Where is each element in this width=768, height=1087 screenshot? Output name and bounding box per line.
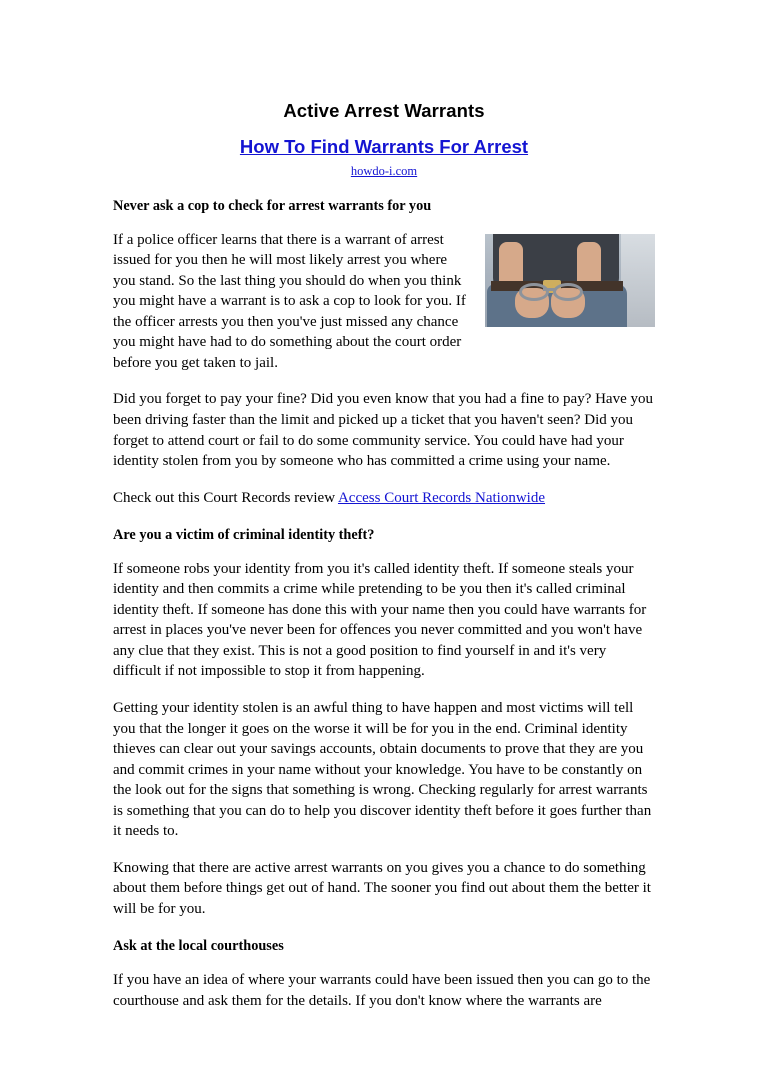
subtitle-link[interactable]: How To Find Warrants For Arrest: [239, 136, 529, 157]
paragraph: If someone robs your identity from you it's called identity theft. If someone steals your identity and then commits a crime while pretending to be you then it's called criminal identity theft. If someone has done this with your name then you could have warrants for arrest in places you've never been for offences you never committed and you won't have any clue that they exist. This is not a good position to find yourself in and it's very difficult if not impossible to stop it from happening.: [113, 560, 647, 680]
court-records-review-line: [113, 488, 655, 509]
source-line: [113, 164, 655, 179]
source-link[interactable]: howdo-i.com: [350, 164, 418, 178]
paragraph: If a police officer learns that there is a warrant of arrest issued for you then he will most likely arrest you where you stand. So the last thing you should do when you think you might have a warrant is to ask a cop to look for you. If the officer arrests you then you've just missed any chance you might have had to do something about the court order before you get taken to jail.: [113, 231, 466, 371]
section-heading-1: Never ask a cop to check for arrest warrants for you: [113, 198, 432, 214]
page-subtitle: [113, 136, 655, 158]
paragraph: If you have an idea of where your warrants could have been issued then you can go to the courthouse and ask them for the details. If you don't know where the warrants are: [113, 972, 651, 1009]
handcuff-icon: [553, 283, 583, 301]
handcuff-icon: [519, 283, 549, 301]
section-heading-3: Ask at the local courthouses: [113, 938, 284, 955]
paragraph: Getting your identity stolen is an awful thing to have happen and most victims will tell you that the longer it goes on the worse it will be for you in the end. Criminal identity thieves can clear out your savings accounts, obtain documents to prove that they are you and commit crimes in your name without your knowledge. You have to be constantly on the look out for the signs that something is wrong. Checking regularly for arrest warrants is something that you can do to help you discover identity theft before it goes further than it needs to.: [113, 700, 652, 840]
paragraph: Did you forget to pay your fine? Did you even know that you had a fine to pay? Have you been driving faster than the limit and picked up a ticket that you haven't seen? Did you forget to attend court or fail to do some community service. You could have had your identity stolen from you by someone who has committed a crime using your name.: [113, 391, 653, 470]
handcuffed-person-photo: [485, 234, 655, 327]
page-title: Active Arrest Warrants: [283, 100, 485, 121]
paragraph: Knowing that there are active arrest warrants on you gives you a chance to do something about them before things get out of hand. The sooner you find out about them the better it will be for you.: [113, 859, 651, 917]
section-heading-2: Are you a victim of criminal identity theft?: [113, 527, 375, 544]
review-line-prefix: Check out this Court Records review: [113, 489, 338, 506]
handcuff-chain: [543, 288, 555, 291]
access-court-records-link[interactable]: Access Court Records Nationwide: [337, 489, 546, 506]
